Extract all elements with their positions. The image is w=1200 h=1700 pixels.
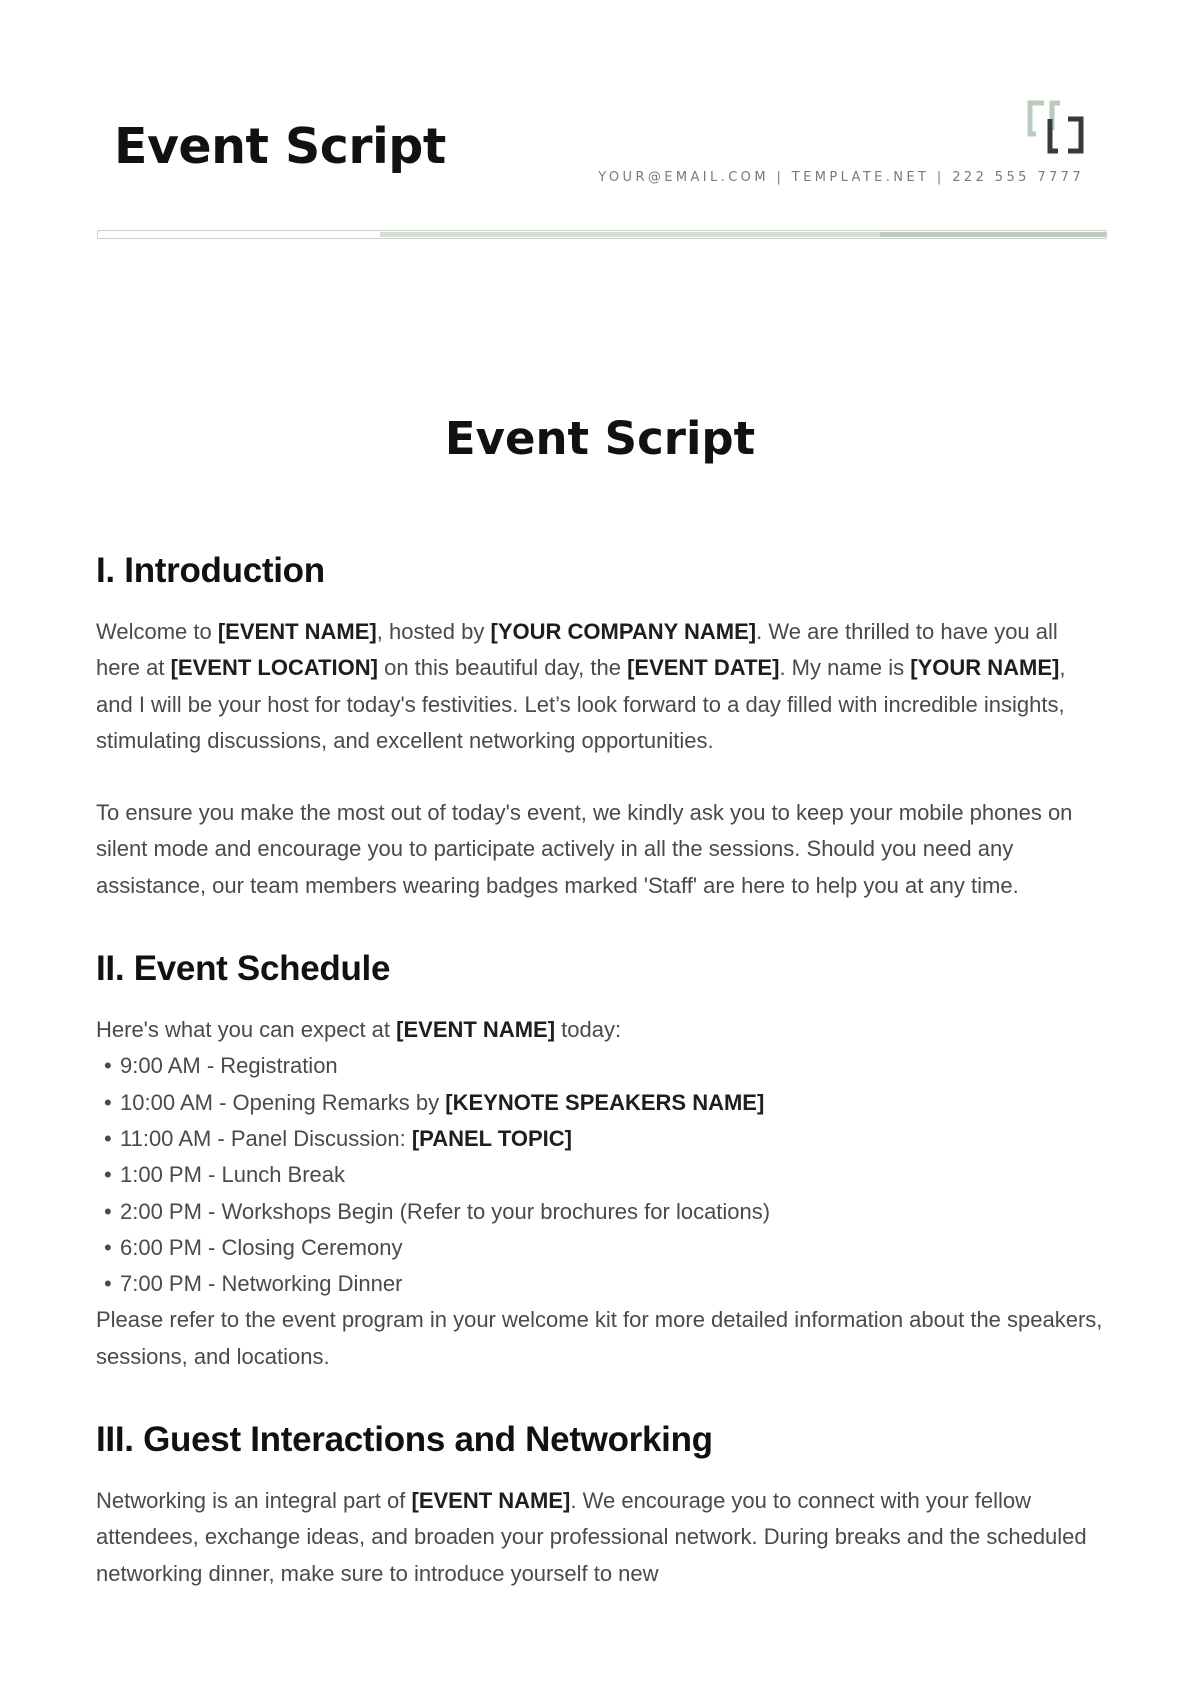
- text: . We are thrilled to have you all here at: [96, 619, 1058, 681]
- intro-paragraph-2: To ensure you make the most out of today's event, we kindly ask you to keep your mobile phones on silent mode and encourage you to participate actively in all the sessions. Should you need any assistance, our team members wearing badges marked 'Staff' are here to help you at any time.: [96, 800, 1073, 898]
- schedule-list: [96, 1048, 1106, 1302]
- section-heading: II. Event Schedule: [96, 949, 391, 989]
- header-title: Event Script: [114, 118, 446, 175]
- document-body: [96, 550, 1106, 1636]
- text: , hosted by: [376, 619, 491, 644]
- template-logo-icon: [1026, 100, 1086, 156]
- header-divider: [97, 230, 1107, 239]
- placeholder-event-name: [EVENT NAME]: [411, 1488, 571, 1514]
- list-item: • 6:00 PM - Closing Ceremony: [104, 1234, 403, 1260]
- placeholder-event-location: [EVENT LOCATION]: [170, 655, 378, 681]
- list-item: • 9:00 AM - Registration: [104, 1053, 338, 1079]
- intro-paragraph-1: [96, 614, 1106, 759]
- list-item: • 11:00 AM - Panel Discussion: [PANEL TOPIC]: [104, 1125, 572, 1151]
- item-placeholder: [KEYNOTE SPEAKERS NAME]: [445, 1089, 765, 1115]
- text: today:: [555, 1017, 622, 1043]
- item-text: 9:00 AM - Registration: [120, 1053, 338, 1079]
- item-placeholder: [PANEL TOPIC]: [411, 1125, 572, 1151]
- placeholder-your-name: [YOUR NAME]: [910, 655, 1060, 681]
- item-text: 10:00 AM - Opening Remarks by: [120, 1089, 446, 1115]
- text: . We encourage you to connect with your fellow attendees, exchange ideas, and broaden your professional network. During breaks and the scheduled networking dinner, make sure to introduce yourself to new: [96, 1488, 1087, 1586]
- divider-segment-dark: [880, 232, 1106, 237]
- text: Welcome to: [96, 619, 218, 644]
- item-text: 1:00 PM - Lunch Break: [120, 1162, 346, 1188]
- item-text: 2:00 PM - Workshops Begin (Refer to your brochures for locations): [120, 1198, 771, 1224]
- list-item: • 7:00 PM - Networking Dinner: [104, 1271, 403, 1297]
- placeholder-event-name: [EVENT NAME]: [396, 1017, 556, 1043]
- section-heading: I. Introduction: [96, 551, 325, 590]
- networking-paragraph-1: [96, 1483, 1106, 1592]
- list-item: • 2:00 PM - Workshops Begin (Refer to your brochures for locations): [104, 1198, 771, 1224]
- text: on this beautiful day, the: [377, 655, 628, 681]
- text: , and I will be your host for today's festivities. Let’s look forward to a day filled with incredible insights, stimulating discussions, and excellent networking opportunities.: [96, 655, 1066, 753]
- text: Here's what you can expect at: [96, 1017, 397, 1043]
- contact-info: YOUR@EMAIL.COM | TEMPLATE.NET | 222 555 7777: [598, 170, 1084, 185]
- item-text: 7:00 PM - Networking Dinner: [120, 1271, 403, 1297]
- placeholder-event-name: [EVENT NAME]: [217, 619, 377, 644]
- text: Networking is an integral part of: [96, 1488, 412, 1514]
- item-text: 6:00 PM - Closing Ceremony: [120, 1234, 403, 1260]
- schedule-intro: [96, 1012, 1106, 1048]
- divider-segment-light: [380, 232, 880, 237]
- list-item: • 10:00 AM - Opening Remarks by [KEYNOTE SPEAKERS NAME]: [104, 1089, 765, 1115]
- section-networking: [96, 1419, 1106, 1592]
- section-schedule: [96, 948, 1106, 1375]
- list-item: • 1:00 PM - Lunch Break: [104, 1162, 346, 1188]
- section-introduction: [96, 550, 1106, 904]
- section-heading: III. Guest Interactions and Networking: [96, 1420, 713, 1460]
- schedule-outro: Please refer to the event program in your welcome kit for more detailed information about the speakers, sessions, and locations.: [96, 1307, 1103, 1369]
- item-text: 11:00 AM - Panel Discussion:: [120, 1125, 412, 1151]
- document-title: Event Script: [444, 412, 756, 465]
- placeholder-company-name: [YOUR COMPANY NAME]: [490, 619, 757, 644]
- placeholder-event-date: [EVENT DATE]: [627, 655, 780, 681]
- text: . My name is: [779, 655, 911, 681]
